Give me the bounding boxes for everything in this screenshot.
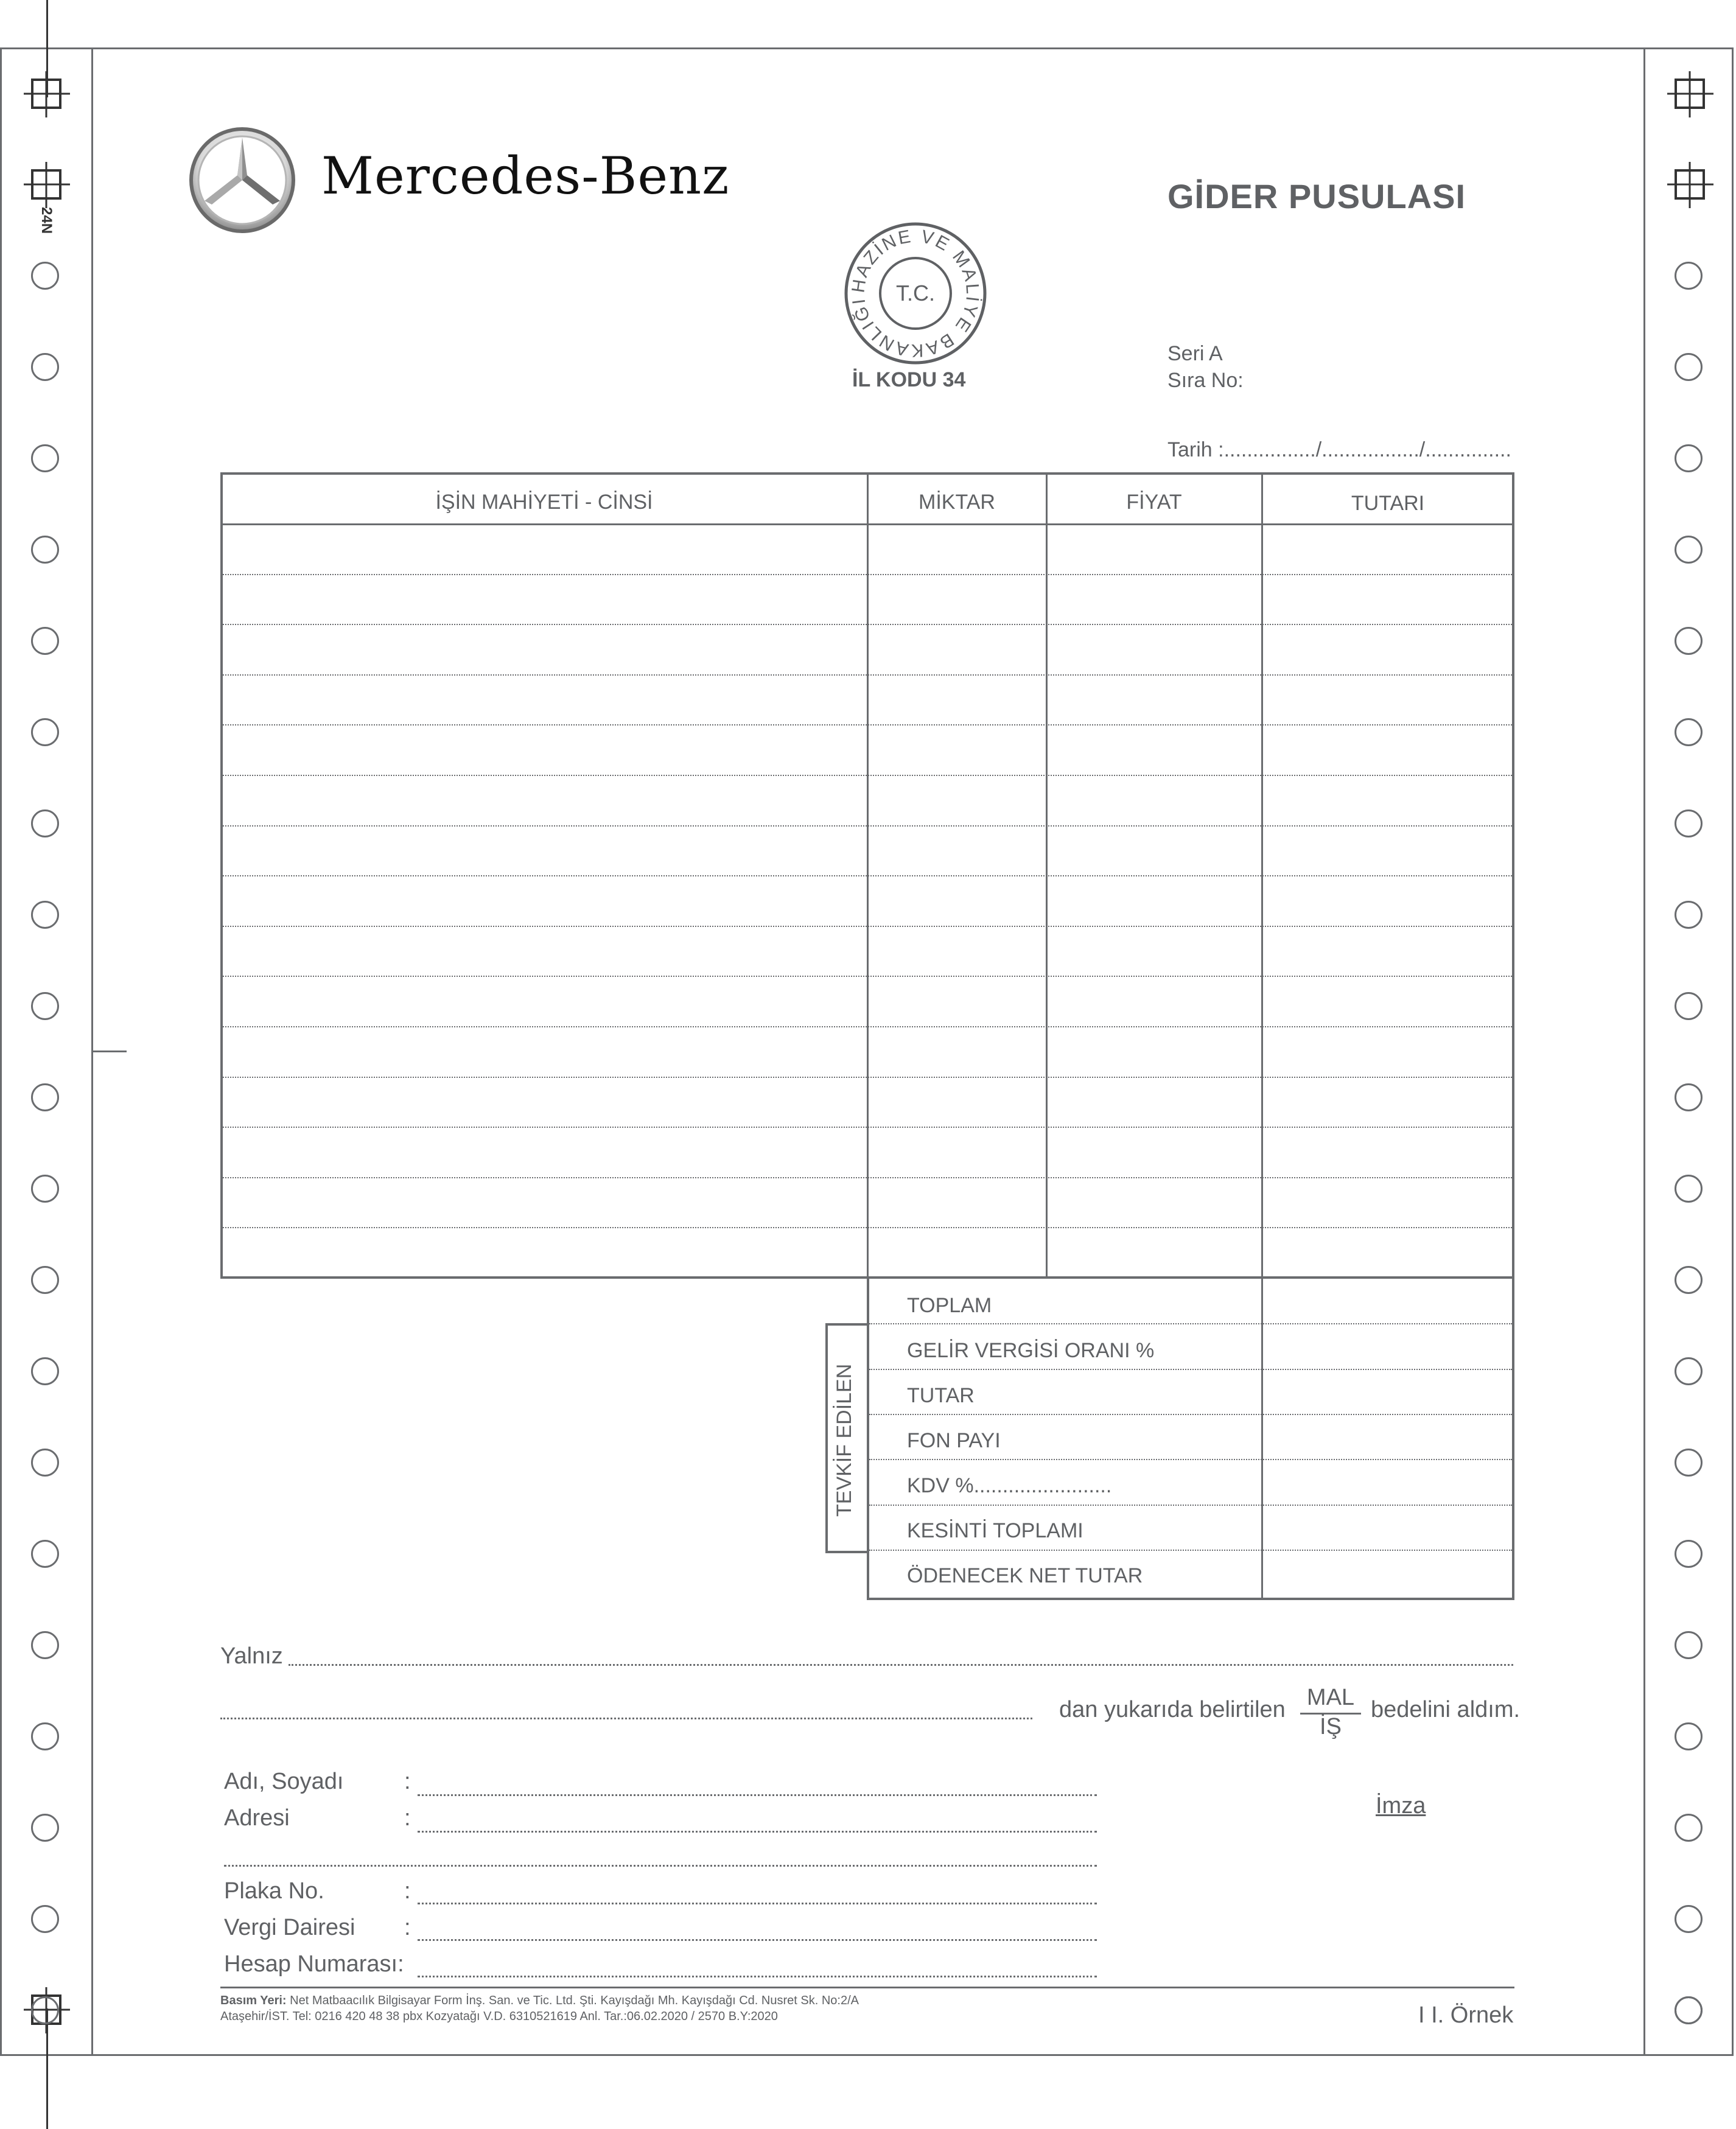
yalniz-label: Yalnız	[220, 1643, 283, 1669]
feed-hole	[1675, 901, 1703, 929]
sira-no: Sıra No:	[1167, 369, 1244, 392]
received-from-line[interactable]	[220, 1718, 1032, 1719]
feed-hole	[1675, 1266, 1703, 1294]
feed-hole	[1675, 262, 1703, 290]
summary-row-line[interactable]	[869, 1323, 1512, 1324]
table-row-line[interactable]	[223, 976, 1512, 977]
mal-label: MAL	[1306, 1685, 1355, 1710]
feed-hole	[31, 1266, 59, 1294]
feed-hole	[1675, 1631, 1703, 1659]
footer-rule	[220, 1987, 1514, 1988]
seri: Seri A	[1167, 342, 1223, 365]
feed-hole	[31, 262, 59, 290]
feed-hole	[1675, 1175, 1703, 1203]
table-row-line[interactable]	[223, 1026, 1512, 1027]
feed-hole	[1675, 809, 1703, 837]
feed-hole	[31, 809, 59, 837]
feed-hole	[31, 1357, 59, 1385]
feed-hole	[1675, 1814, 1703, 1842]
feed-hole	[1675, 718, 1703, 746]
right-perforation-line	[1643, 47, 1645, 2056]
table-row-line[interactable]	[223, 624, 1512, 625]
table-row-line[interactable]	[223, 775, 1512, 776]
feed-hole	[1675, 627, 1703, 655]
bedelini-text: bedelini aldım.	[1371, 1697, 1521, 1722]
table-row-line[interactable]	[223, 674, 1512, 676]
feed-hole	[31, 1631, 59, 1659]
summary-row-line[interactable]	[869, 1414, 1512, 1415]
seal-ring-text: HAZİNE VE MALİYE BAKANLIĞI	[848, 226, 983, 361]
feed-hole	[1675, 1083, 1703, 1111]
registration-mark	[1675, 79, 1705, 109]
feed-hole	[1675, 1996, 1703, 2024]
feed-hole	[31, 1449, 59, 1477]
sum-fon-payi: FON PAYI	[907, 1429, 1001, 1452]
fold-mark	[93, 1051, 127, 1052]
ministry-seal	[842, 220, 989, 366]
sum-gelir-vergisi: GELİR VERGİSİ ORANI %	[907, 1339, 1155, 1362]
summary-row-line[interactable]	[869, 1459, 1512, 1460]
mercedes-star-icon	[187, 125, 297, 235]
feed-hole	[31, 1175, 59, 1203]
summary-divider	[1261, 1278, 1263, 1600]
registration-mark	[31, 169, 61, 200]
feed-hole	[31, 1540, 59, 1568]
colon: :	[404, 1915, 411, 1940]
summary-row-line[interactable]	[869, 1505, 1512, 1506]
printer-line1: Net Matbaacılık Bilgisayar Form İnş. San. ve Tic. Ltd. Şti. Kayışdağı Mh. Kayışdağı Cd. Nusret Sk. No:2/A	[286, 1994, 859, 2007]
printer-line2: Ataşehir/İST. Tel: 0216 420 48 38 pbx Kozyatağı V.D. 6310521619 Anl. Tar.:06.02.2020 / 2570 B.Y:2020	[220, 2010, 778, 2023]
feed-hole	[31, 718, 59, 746]
feed-hole	[1675, 992, 1703, 1020]
adi-field[interactable]	[418, 1794, 1097, 1796]
registration-mark	[1675, 169, 1705, 200]
tevkif-label: TEVKİF EDİLEN	[833, 1363, 856, 1517]
printer-info	[220, 1993, 859, 2024]
sum-odenecek: ÖDENECEK NET TUTAR	[907, 1564, 1143, 1587]
feed-hole	[31, 1814, 59, 1842]
feed-hole	[31, 1722, 59, 1750]
feed-hole	[1675, 1357, 1703, 1385]
adi-label: Adı, Soyadı	[224, 1769, 344, 1794]
side-code: 24N	[38, 207, 55, 234]
feed-hole	[1675, 353, 1703, 381]
table-row-line[interactable]	[223, 1077, 1512, 1078]
feed-hole	[31, 901, 59, 929]
table-row-line[interactable]	[223, 724, 1512, 725]
feed-hole	[1675, 1540, 1703, 1568]
colon: :	[404, 1769, 411, 1794]
document-title: GİDER PUSULASI	[1167, 177, 1466, 215]
feed-hole	[31, 1083, 59, 1111]
feed-hole	[31, 1996, 59, 2024]
plaka-label: Plaka No.	[224, 1878, 324, 1904]
feed-hole	[31, 627, 59, 655]
table-row-line[interactable]	[223, 1227, 1512, 1228]
table-row-line[interactable]	[223, 825, 1512, 827]
adres-field-2[interactable]	[224, 1865, 1097, 1867]
is-label: İŞ	[1320, 1714, 1342, 1739]
il-kodu: İL KODU 34	[852, 368, 966, 391]
feed-hole	[1675, 536, 1703, 564]
colon: :	[404, 1805, 411, 1831]
sum-tutar: TUTAR	[907, 1384, 975, 1407]
header-cinsi: İŞİN MAHİYETİ - CİNSİ	[435, 491, 653, 514]
header-divider	[220, 523, 1514, 525]
tarih[interactable]: Tarih :................/................./...............	[1167, 438, 1511, 461]
sum-kesinti: KESİNTİ TOPLAMI	[907, 1519, 1083, 1542]
hesap-label: Hesap Numarası:	[224, 1951, 404, 1977]
imza-label[interactable]: İmza	[1376, 1793, 1426, 1819]
colon: :	[404, 1878, 411, 1904]
brand-name: Mercedes-Benz	[321, 146, 730, 206]
summary-row-line[interactable]	[869, 1550, 1512, 1551]
table-row-line[interactable]	[223, 875, 1512, 876]
feed-hole	[1675, 444, 1703, 472]
sum-toplam: TOPLAM	[907, 1294, 992, 1317]
table-row-line[interactable]	[223, 926, 1512, 927]
adres-field[interactable]	[418, 1831, 1097, 1833]
feed-hole	[31, 536, 59, 564]
received-text: dan yukarıda belirtilen	[1059, 1697, 1286, 1722]
feed-hole	[1675, 1449, 1703, 1477]
feed-hole	[31, 1905, 59, 1933]
vergi-label: Vergi Dairesi	[224, 1915, 355, 1940]
header-fiyat: FİYAT	[1126, 491, 1182, 514]
table-row-line[interactable]	[223, 574, 1512, 575]
seal-center-text: T.C.	[895, 281, 936, 306]
vergi-field[interactable]	[418, 1939, 1097, 1941]
copy-label: I I. Örnek	[1418, 2002, 1514, 2028]
registration-mark	[31, 79, 61, 109]
header-tutari: TUTARI	[1351, 492, 1425, 515]
summary-row-line[interactable]	[869, 1369, 1512, 1370]
feed-hole	[1675, 1905, 1703, 1933]
plaka-field[interactable]	[418, 1903, 1097, 1904]
feed-hole	[31, 992, 59, 1020]
table-row-line[interactable]	[223, 1127, 1512, 1128]
feed-hole	[1675, 1722, 1703, 1750]
table-row-line[interactable]	[223, 1177, 1512, 1178]
printer-bold: Basım Yeri:	[220, 1994, 287, 2007]
header-miktar: MİKTAR	[919, 491, 995, 514]
feed-hole	[31, 444, 59, 472]
feed-hole	[31, 353, 59, 381]
sum-kdv: KDV %........................	[907, 1474, 1112, 1497]
adres-label: Adresi	[224, 1805, 290, 1831]
hesap-field[interactable]	[418, 1976, 1097, 1977]
yalniz-line[interactable]	[289, 1664, 1513, 1666]
